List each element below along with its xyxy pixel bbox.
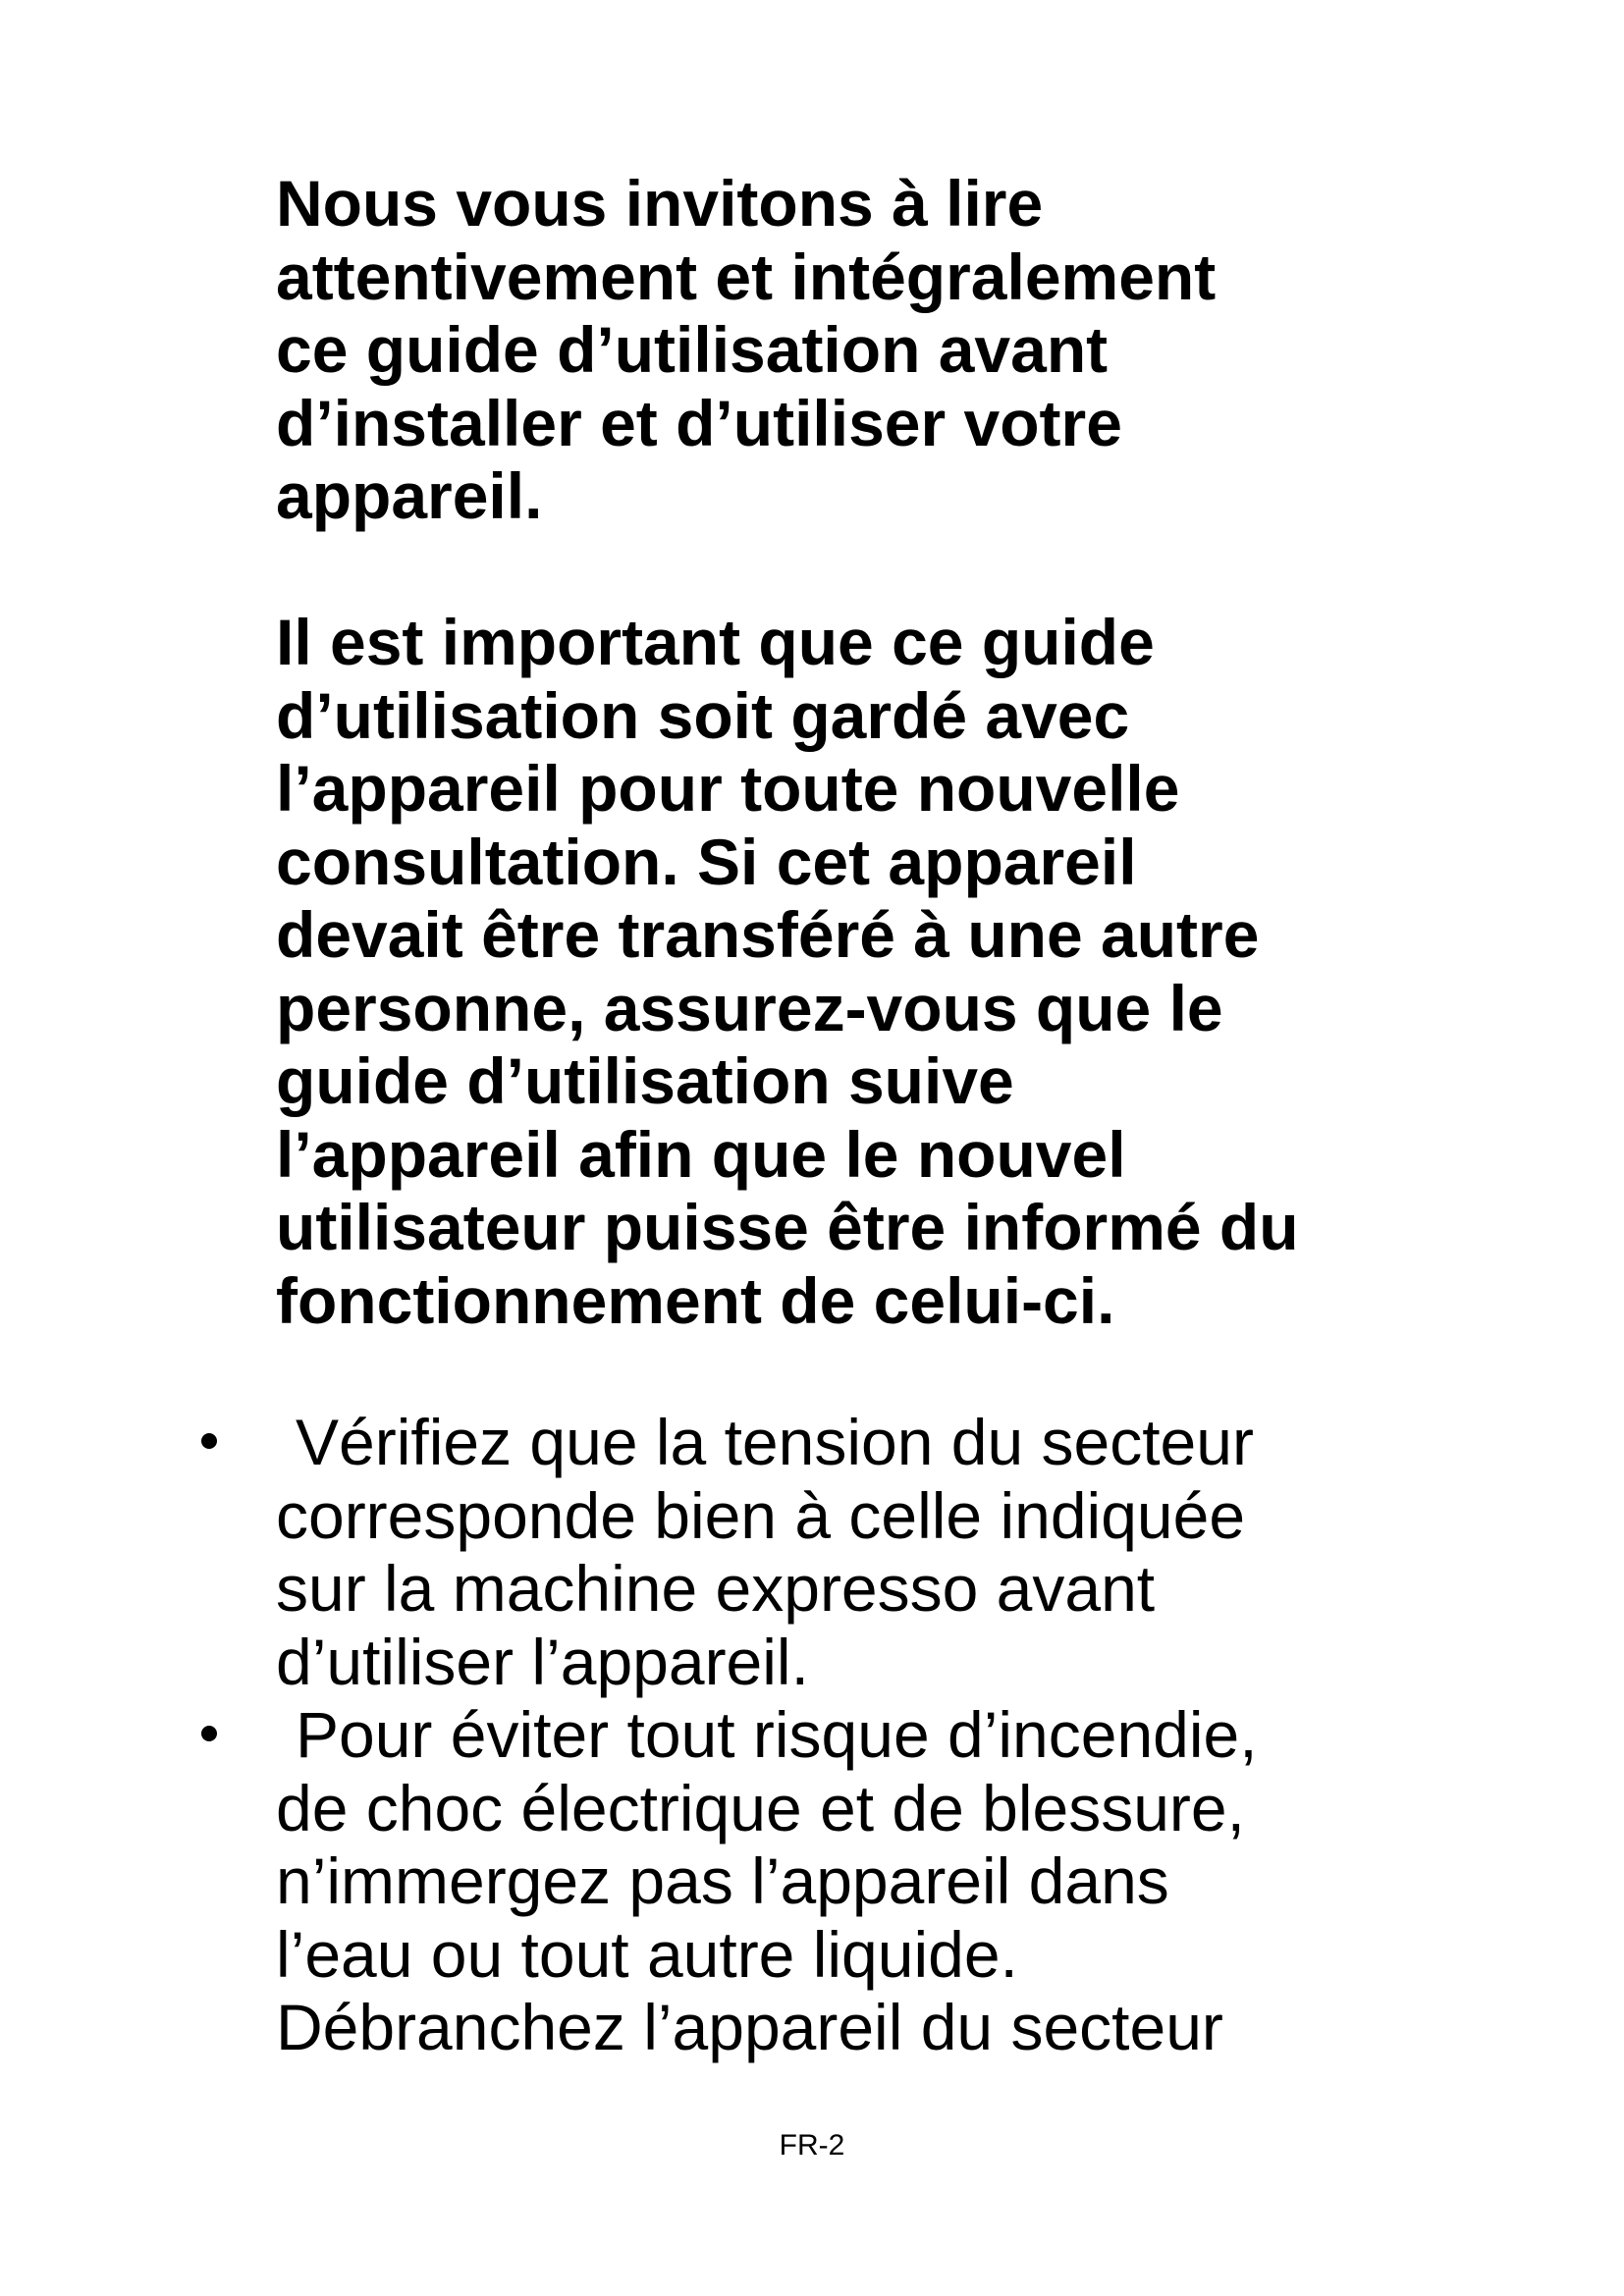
bullet-line: l’eau ou tout autre liquide. bbox=[276, 1917, 1018, 1991]
paragraph-line: Il est important que ce guide bbox=[276, 606, 1155, 678]
bullet-line: Débranchez l’appareil du secteur bbox=[276, 1991, 1223, 2063]
intro-paragraph-read-guide bbox=[276, 167, 1503, 533]
bullet-dot-icon bbox=[201, 1433, 217, 1449]
paragraph-line: personne, assurez-vous que le bbox=[276, 971, 1223, 1044]
bullet-text bbox=[276, 1406, 1624, 1698]
paragraph-line: consultation. Si cet appareil bbox=[276, 825, 1137, 898]
paragraph-line: ce guide d’utilisation avant bbox=[276, 313, 1109, 386]
bullet-dot-icon bbox=[201, 1726, 217, 1741]
bullet-item-no-immersion bbox=[0, 1698, 1624, 2064]
bullet-line: Pour éviter tout risque d’incendie, bbox=[296, 1698, 1258, 1771]
bullet-line: corresponde bien à celle indiquée bbox=[276, 1478, 1246, 1552]
paragraph-line: guide d’utilisation suive bbox=[276, 1044, 1014, 1117]
paragraph-line: attentivement et intégralement bbox=[276, 240, 1217, 313]
paragraph-line: Nous vous invitons à lire bbox=[276, 167, 1044, 240]
paragraph-line: appareil. bbox=[276, 459, 543, 532]
bullet-line: n’immergez pas l’appareil dans bbox=[276, 1844, 1169, 1917]
paragraph-line: fonctionnement de celui-ci. bbox=[276, 1263, 1115, 1337]
bullet-line: Vérifiez que la tension du secteur bbox=[296, 1406, 1254, 1478]
page-number: FR-2 bbox=[779, 2129, 845, 2162]
paragraph-line: l’appareil afin que le nouvel bbox=[276, 1117, 1126, 1191]
paragraph-line: d’utilisation soit gardé avec bbox=[276, 678, 1130, 752]
paragraph-line: d’installer et d’utiliser votre bbox=[276, 386, 1122, 459]
bullet-item-voltage-check bbox=[0, 1406, 1624, 1698]
paragraph-line: devait être transféré à une autre bbox=[276, 898, 1260, 971]
paragraph-line: utilisateur puisse être informé du bbox=[276, 1191, 1299, 1263]
bullet-line: d’utiliser l’appareil. bbox=[276, 1625, 809, 1698]
intro-paragraph-keep-guide bbox=[276, 606, 1503, 1337]
safety-bullet-list bbox=[0, 1406, 1624, 2064]
bullet-line: sur la machine expresso avant bbox=[276, 1552, 1156, 1625]
bullet-line: de choc électrique et de blessure, bbox=[276, 1771, 1245, 1844]
paragraph-line: l’appareil pour toute nouvelle bbox=[276, 752, 1180, 825]
bullet-text bbox=[276, 1698, 1624, 2064]
